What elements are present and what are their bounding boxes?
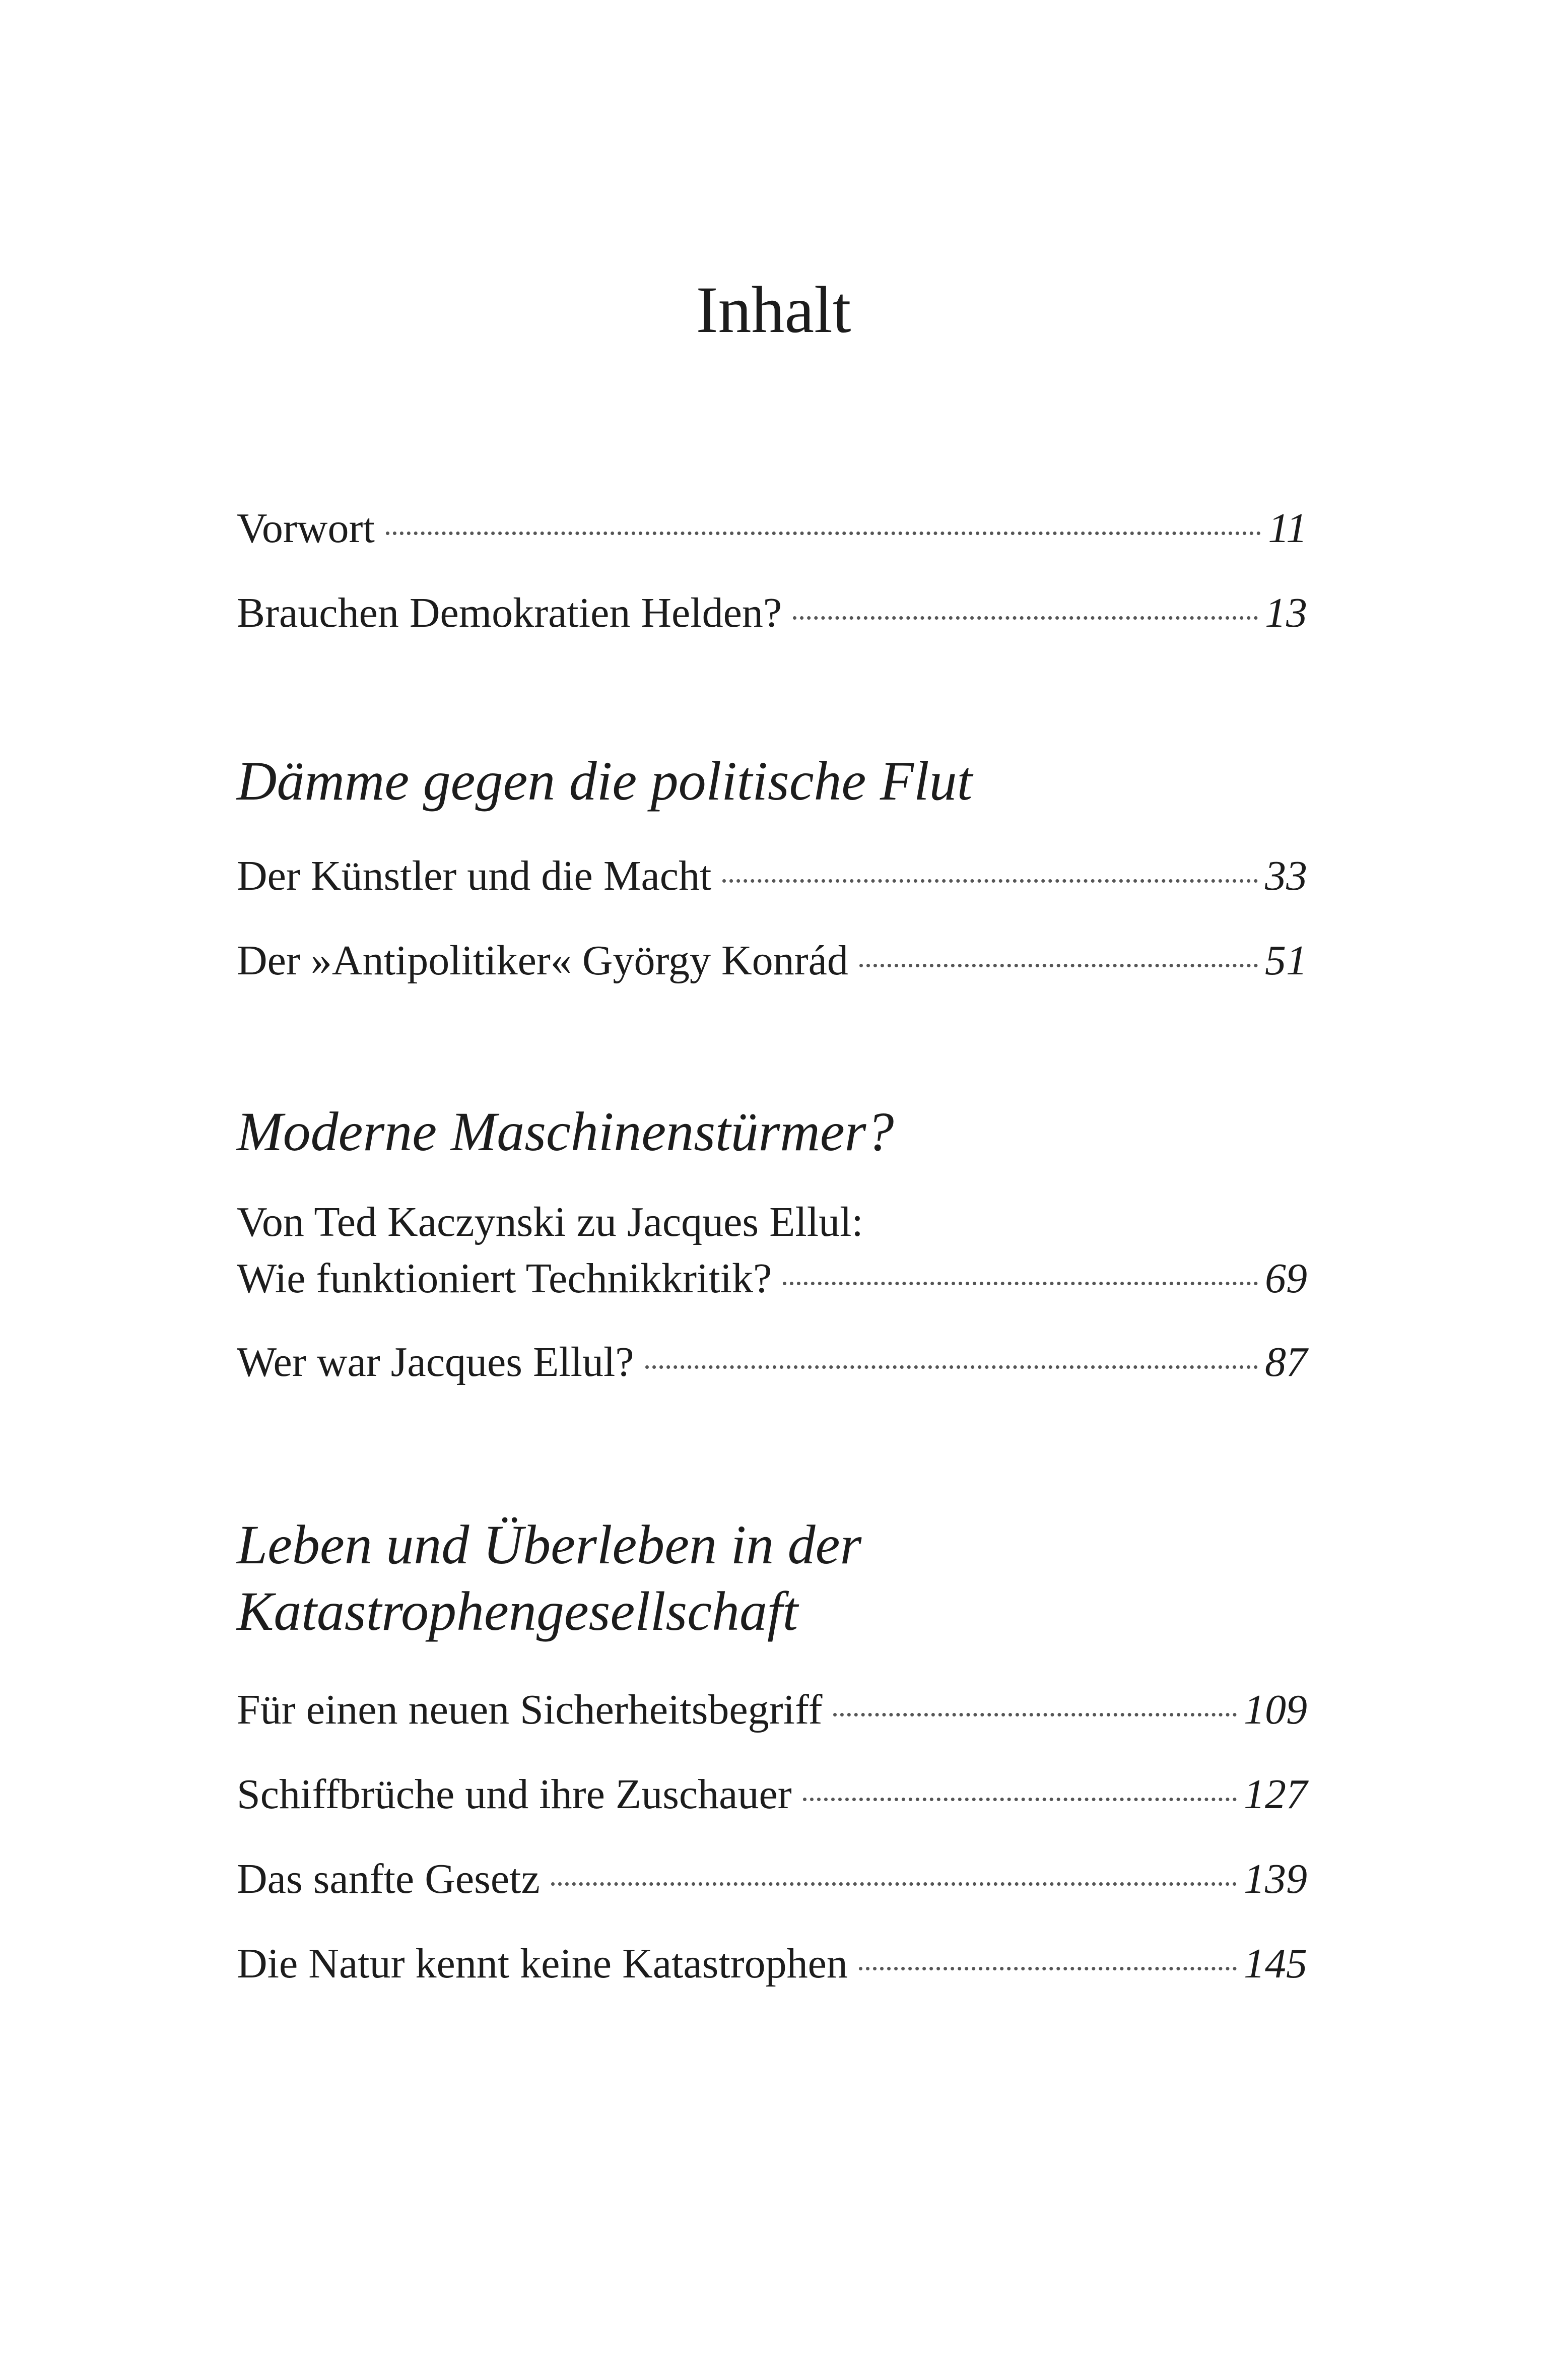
toc-entry-label: Wer war Jacques Ellul? [237,1339,634,1385]
section-title-2: Moderne Maschinenstürmer? [237,1101,894,1162]
dot-leader [859,964,1258,967]
toc-entry-page: 69 [1265,1255,1307,1302]
toc-entry-page: 87 [1265,1339,1307,1385]
toc-entry-label: Schiffbrüche und ihre Zuschauer [237,1771,792,1818]
toc-entry-page: 11 [1268,505,1307,552]
section-title-3: Leben und Überleben in der Katastrophengesellschaft [237,1514,862,1642]
dot-leader [722,879,1258,883]
toc-section-2-list [237,1194,1307,1405]
toc-entry-helden[interactable] [237,571,1307,655]
toc-entry-label: Die Natur kennt keine Katastrophen [237,1940,848,1987]
toc-entry-vorwort[interactable] [237,486,1307,571]
toc-entry-konrad[interactable] [237,918,1307,1003]
toc-section-1-list [237,834,1307,1003]
dot-leader [386,532,1261,535]
dot-leader [793,616,1258,620]
toc-entry-page: 139 [1244,1856,1307,1902]
toc-entry-sicherheit[interactable] [237,1668,1307,1752]
toc-entry-page: 109 [1244,1686,1307,1733]
toc-entry-label-line1: Von Ted Kaczynski zu Jacques Ellul: [237,1199,863,1245]
toc-entry-page: 145 [1244,1940,1307,1987]
toc-entry-ellul[interactable] [237,1320,1307,1405]
dot-leader [645,1365,1258,1369]
toc-entry-label: Der Künstler und die Macht [237,852,712,899]
page-title: Inhalt [696,273,851,347]
dot-leader [859,1967,1237,1970]
toc-entry-label: Wie funktioniert Technikkritik? [237,1255,772,1302]
toc-entry-page: 127 [1244,1771,1307,1818]
toc-entry-label: Für einen neuen Sicherheitsbegriff [237,1686,823,1733]
toc-entry-label: Der »Antipolitiker« György Konrád [237,937,848,984]
toc-entry-gesetz[interactable] [237,1837,1307,1922]
toc-section-3-list [237,1668,1307,2006]
dot-leader [803,1798,1237,1801]
dot-leader [783,1282,1258,1285]
toc-entry-kuenstler[interactable] [237,834,1307,918]
toc-front-list [237,486,1307,655]
toc-entry-natur[interactable] [237,1922,1307,2006]
dot-leader [833,1713,1237,1716]
toc-entry-schiffbrueche[interactable] [237,1752,1307,1837]
toc-entry-page: 33 [1265,852,1307,899]
toc-entry-label: Brauchen Demokratien Helden? [237,589,782,636]
toc-entry-page: 51 [1265,937,1307,984]
toc-entry-page: 13 [1265,589,1307,636]
toc-entry-label: Vorwort [237,505,375,552]
dot-leader [551,1882,1237,1886]
toc-entry-technikkritik[interactable] [237,1194,1307,1320]
section-title-1: Dämme gegen die politische Flut [237,750,973,812]
toc-entry-label: Das sanfte Gesetz [237,1856,540,1902]
